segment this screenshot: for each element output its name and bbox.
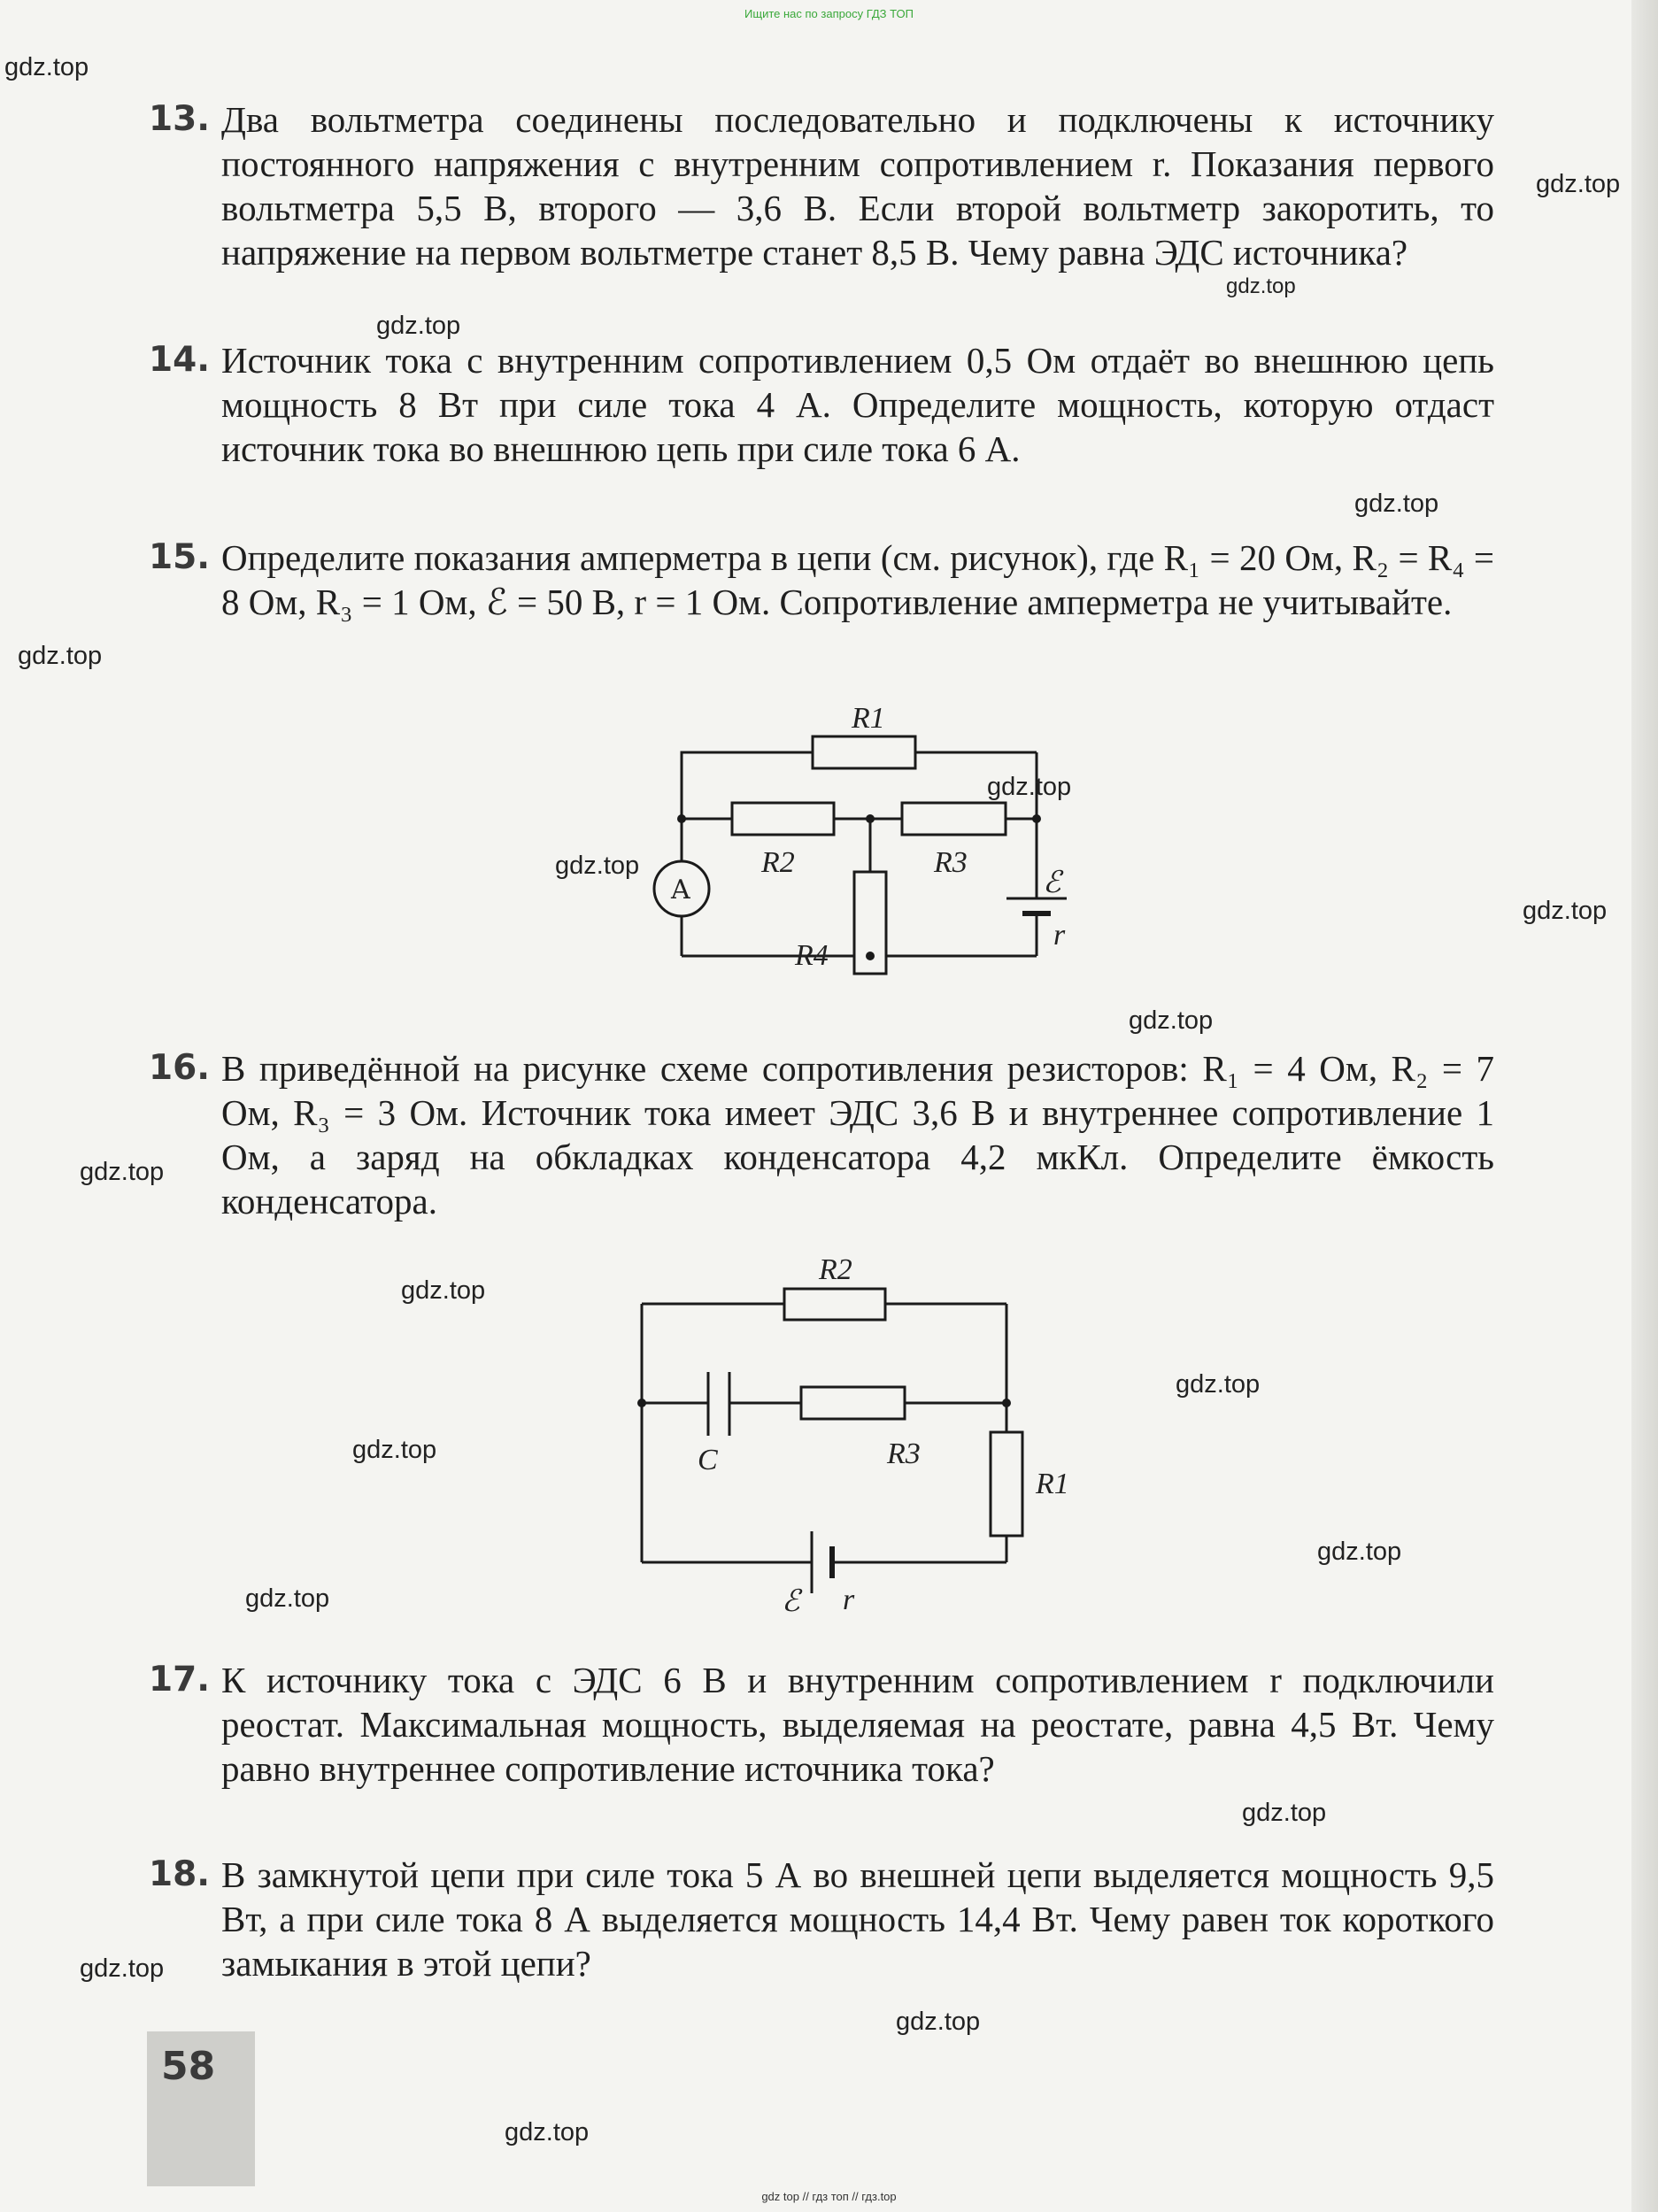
problem-16 [149, 1046, 1494, 1223]
label-r3: R3 [934, 846, 968, 879]
problem-text: Источник тока с внутренним сопротивлением 0,5 Ом отдаёт во внешнюю цепь мощность 8 Вт при силе тока 4 А. Определите мощность, которую отдаст источник тока во внешнюю цепь при силе тока 6 А. [221, 340, 1494, 469]
resistor-r2 [784, 1289, 885, 1320]
resistor-r3 [902, 803, 1006, 835]
label-r1: R1 [1036, 1468, 1069, 1500]
watermark: gdz.top [18, 642, 103, 670]
problem-number: 17. [149, 1660, 211, 1699]
watermark: gdz.top [1317, 1538, 1402, 1566]
watermark: gdz.top [1226, 274, 1296, 298]
watermark: gdz.top [245, 1584, 330, 1613]
problem-13 [149, 97, 1494, 274]
header-note: Ищите нас по запросу ГДЗ ТОП [744, 7, 914, 20]
problem-number: 15. [149, 537, 211, 577]
label-r: r [843, 1584, 855, 1616]
capacitor [708, 1372, 729, 1436]
label-r2: R2 [819, 1253, 852, 1286]
watermark: gdz.top [376, 312, 461, 340]
label-emf: ℰ [1043, 867, 1061, 899]
watermark: gdz.top [80, 1158, 165, 1186]
label-r3: R3 [887, 1437, 921, 1470]
problem-text: К источнику тока с ЭДС 6 В и внутренним сопротивлением r подключили реостат. Максимальная мощность, выделяемая на реостате, равна 4,5 Вт. Чему равно внутреннее сопротивление источника тока? [221, 1660, 1494, 1789]
page-number-box [147, 2031, 255, 2186]
label-r4: R4 [795, 939, 829, 972]
problem-17 [149, 1658, 1494, 1791]
watermark: gdz.top [352, 1436, 437, 1464]
circuit-diagram-capacitor [620, 1248, 1069, 1638]
label-r: r [1053, 919, 1066, 952]
problem-text: В замкнутой цепи при силе тока 5 А во внешней цепи выделяется мощность 9,5 Вт, а при силе тока 8 А выделяется мощность 14,4 Вт. Чему равен ток короткого замыкания в этой цепи? [221, 1854, 1494, 1984]
watermark: gdz.top [1176, 1370, 1261, 1399]
resistor-r3 [801, 1387, 905, 1419]
battery [812, 1531, 832, 1593]
label-c: C [698, 1444, 718, 1476]
watermark: gdz.top [1354, 489, 1439, 518]
problem-18 [149, 1853, 1494, 1985]
watermark: gdz.top [1242, 1799, 1327, 1827]
watermark: gdz.top [505, 2118, 590, 2146]
circuit-diagram-ammeter [620, 699, 1080, 1036]
problem-text: Определите показания амперметра в цепи (см. рисунок), где R₁ = 20 Ом, R₂ = R₄ = 8 Ом, R₃ = 1 Ом, ℰ = 50 В, r = 1 Ом. Сопротивление амперметра не учитывайте. [221, 537, 1494, 622]
problem-text: В приведённой на рисунке схеме сопротивления резисторов: R₁ = 4 Ом, R₂ = 7 Ом, R₃ = 3 Ом. Источник тока имеет ЭДС 3,6 В и внутреннее сопротивление 1 Ом, а заряд на обкладках конденсатора 4,2 мкКл. Определите ёмкость конденсатора. [221, 1048, 1494, 1222]
watermark: gdz.top [401, 1276, 486, 1305]
problem-number: 14. [149, 340, 211, 380]
problem-number: 18. [149, 1854, 211, 1894]
watermark: gdz.top [1536, 170, 1621, 198]
watermark: gdz.top [896, 2008, 981, 2036]
resistor-r2 [732, 803, 834, 835]
resistor-r1 [991, 1432, 1022, 1536]
problem-15 [149, 536, 1494, 624]
problem-number: 13. [149, 99, 211, 139]
watermark: gdz.top [1129, 1006, 1214, 1035]
watermark: gdz.top [555, 852, 640, 880]
label-r2: R2 [761, 846, 795, 879]
footer-note: gdz top // гдз топ // гдз.top [761, 2190, 897, 2203]
label-r1: R1 [852, 702, 885, 735]
watermark: gdz.top [4, 53, 89, 81]
watermark: gdz.top [80, 1954, 165, 1983]
problem-14 [149, 338, 1494, 471]
label-emf: ℰ [782, 1585, 800, 1618]
watermark: gdz.top [1523, 897, 1608, 925]
watermark: gdz.top [987, 773, 1072, 801]
resistor-r1 [813, 736, 915, 768]
problem-text: Два вольтметра соединены последовательно и подключены к источнику постоянного напряжения с внутренним сопротивлением r. Показания первого вольтметра 5,5 В, второго — 3,6 В. Если второй вольтметр закоротить, то напряжение на первом вольтметре станет 8,5 В. Чему равна ЭДС источника? [221, 99, 1494, 273]
problem-number: 16. [149, 1048, 211, 1088]
label-ammeter: A [671, 875, 690, 906]
page-number: 58 [161, 2044, 216, 2089]
page-edge [1631, 0, 1658, 2212]
